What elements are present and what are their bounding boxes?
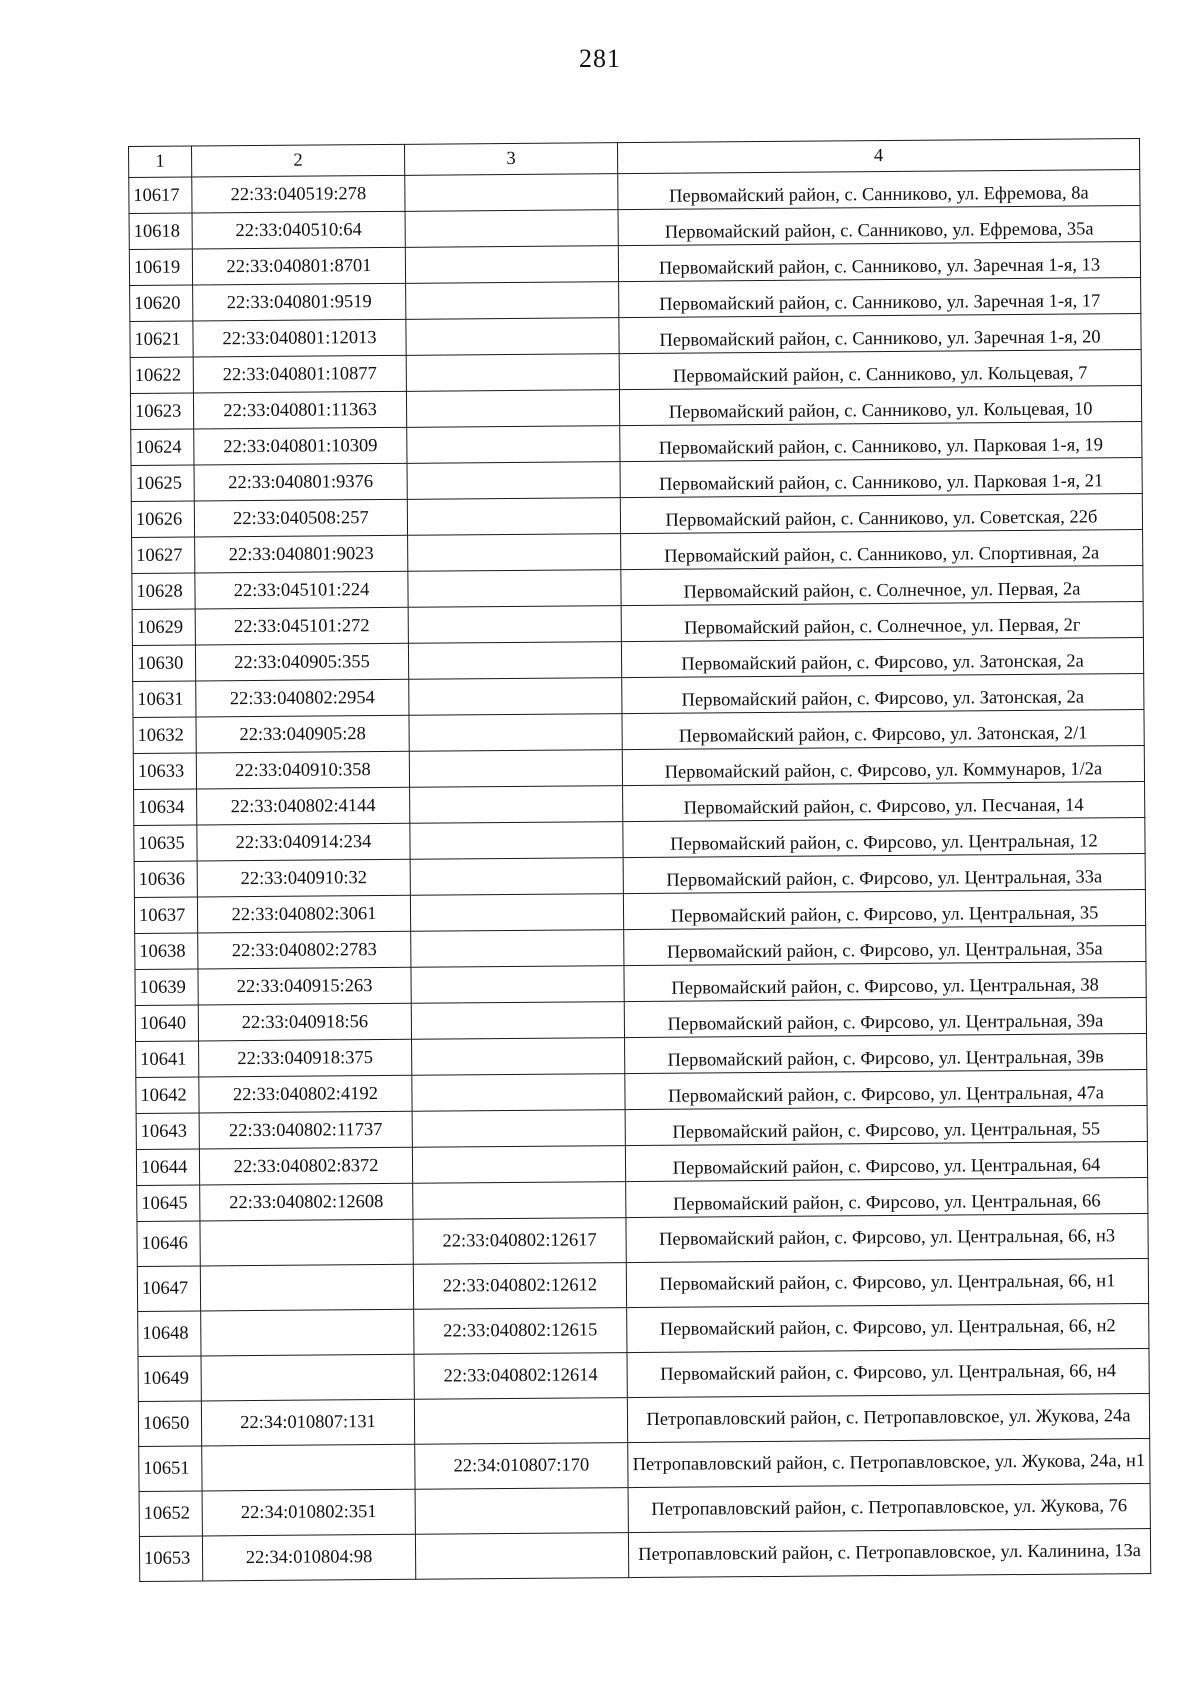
row-number-cell: 10617 — [129, 177, 192, 213]
address-cell: Первомайский район, с. Фирсово, ул. Центральная, 12 — [623, 818, 1145, 858]
cadastral-number-cell: 22:34:010804:98 — [202, 1534, 415, 1581]
row-number-cell: 10637 — [134, 897, 197, 933]
address-cell: Первомайский район, с. Санниково, ул. Кольцевая, 7 — [619, 350, 1141, 390]
row-number-cell: 10640 — [135, 1005, 198, 1041]
table-row — [139, 1529, 1150, 1582]
address-cell: Первомайский район, с. Фирсово, ул. Затонская, 2/1 — [622, 710, 1144, 750]
cadastral-number-cell: 22:33:040519:278 — [192, 175, 405, 213]
address-cell: Первомайский район, с. Фирсово, ул. Центральная, 55 — [625, 1106, 1147, 1146]
cadastral-number-alt-cell — [406, 318, 619, 356]
address-cell: Первомайский район, с. Фирсово, ул. Центральная, 35 — [623, 890, 1145, 930]
address-cell: Первомайский район, с. Солнечное, ул. Первая, 2г — [621, 602, 1143, 642]
cadastral-number-alt-cell: 22:33:040802:12617 — [413, 1218, 626, 1265]
address-cell: Первомайский район, с. Фирсово, ул. Песчаная, 14 — [623, 782, 1145, 822]
cadastral-number-alt-cell — [406, 354, 619, 392]
row-number-cell: 10653 — [139, 1536, 202, 1581]
header-col-3: 3 — [404, 143, 617, 176]
table-row — [137, 1214, 1148, 1267]
address-cell: Первомайский район, с. Солнечное, ул. Первая, 2а — [621, 566, 1143, 606]
cadastral-number-alt-cell — [413, 1182, 626, 1220]
cadastral-number-alt-cell: 22:34:010807:170 — [415, 1443, 628, 1490]
cadastral-number-alt-cell — [408, 570, 621, 608]
table-row — [138, 1304, 1149, 1357]
address-cell: Первомайский район, с. Фирсово, ул. Центральная, 35а — [624, 926, 1146, 966]
cadastral-number-alt-cell — [405, 246, 618, 284]
address-cell: Первомайский район, с. Фирсово, ул. Центральная, 64 — [625, 1142, 1147, 1182]
property-register-table — [128, 138, 1151, 1582]
row-number-cell: 10636 — [134, 861, 197, 897]
cadastral-number-cell: 22:33:040918:375 — [199, 1039, 412, 1077]
address-cell: Первомайский район, с. Санниково, ул. Советская, 22б — [620, 494, 1142, 534]
row-number-cell: 10641 — [136, 1041, 199, 1077]
cadastral-number-cell: 22:34:010807:131 — [201, 1399, 414, 1446]
row-number-cell: 10633 — [133, 753, 196, 789]
cadastral-number-alt-cell — [408, 642, 621, 680]
cadastral-number-alt-cell — [410, 786, 623, 824]
cadastral-number-cell: 22:34:010802:351 — [202, 1489, 415, 1536]
row-number-cell: 10646 — [137, 1221, 200, 1266]
cadastral-number-cell: 22:33:040801:10877 — [193, 355, 406, 393]
row-number-cell: 10621 — [130, 321, 193, 357]
cadastral-number-alt-cell — [406, 282, 619, 320]
cadastral-number-alt-cell — [412, 1038, 625, 1076]
address-cell: Первомайский район, с. Фирсово, ул. Центральная, 66 — [626, 1178, 1148, 1218]
cadastral-number-cell — [200, 1264, 413, 1311]
row-number-cell: 10649 — [138, 1356, 201, 1401]
address-cell: Первомайский район, с. Фирсово, ул. Центральная, 66, н1 — [626, 1259, 1148, 1308]
cadastral-number-alt-cell — [412, 1146, 625, 1184]
address-cell: Первомайский район, с. Санниково, ул. Ефремова, 8а — [618, 170, 1140, 210]
header-col-4: 4 — [617, 139, 1139, 174]
row-number-cell: 10624 — [131, 429, 194, 465]
table-row — [138, 1394, 1149, 1447]
row-number-cell: 10627 — [132, 537, 195, 573]
cadastral-number-cell: 22:33:040918:56 — [198, 1003, 411, 1041]
address-cell: Первомайский район, с. Фирсово, ул. Затонская, 2а — [622, 674, 1144, 714]
address-cell: Первомайский район, с. Санниково, ул. Заречная 1-я, 20 — [619, 314, 1141, 354]
row-number-cell: 10630 — [132, 645, 195, 681]
address-cell: Первомайский район, с. Фирсово, ул. Центральная, 33а — [623, 854, 1145, 894]
cadastral-number-alt-cell — [409, 750, 622, 788]
page-number: 281 — [579, 44, 621, 73]
cadastral-number-alt-cell — [407, 462, 620, 500]
cadastral-number-alt-cell — [407, 498, 620, 536]
row-number-cell: 10620 — [130, 285, 193, 321]
cadastral-number-cell — [202, 1444, 415, 1491]
cadastral-number-cell — [201, 1354, 414, 1401]
row-number-cell: 10635 — [134, 825, 197, 861]
row-number-cell: 10631 — [133, 681, 196, 717]
row-number-cell: 10626 — [131, 501, 194, 537]
address-cell: Первомайский район, с. Фирсово, ул. Коммунаров, 1/2а — [622, 746, 1144, 786]
cadastral-number-cell: 22:33:040910:32 — [197, 859, 410, 897]
cadastral-number-cell: 22:33:040802:12608 — [200, 1183, 413, 1221]
cadastral-number-cell: 22:33:040801:9376 — [194, 463, 407, 501]
cadastral-number-cell: 22:33:040508:257 — [194, 499, 407, 537]
cadastral-number-cell: 22:33:040802:3061 — [197, 895, 410, 933]
cadastral-number-alt-cell — [410, 858, 623, 896]
cadastral-number-alt-cell — [409, 714, 622, 752]
address-cell: Петропавловский район, с. Петропавловское, ул. Жукова, 24а — [627, 1394, 1149, 1443]
cadastral-number-cell: 22:33:040802:11737 — [199, 1111, 412, 1149]
cadastral-number-alt-cell — [406, 390, 619, 428]
row-number-cell: 10619 — [129, 249, 192, 285]
cadastral-number-alt-cell: 22:33:040802:12612 — [413, 1263, 626, 1310]
cadastral-number-alt-cell — [415, 1488, 628, 1535]
cadastral-number-cell: 22:33:040910:358 — [196, 751, 409, 789]
row-number-cell: 10650 — [138, 1401, 201, 1446]
cadastral-number-cell — [200, 1219, 413, 1266]
row-number-cell: 10652 — [139, 1491, 202, 1536]
address-cell: Первомайский район, с. Фирсово, ул. Центральная, 38 — [624, 962, 1146, 1002]
cadastral-number-cell: 22:33:040510:64 — [192, 211, 405, 249]
cadastral-number-alt-cell — [409, 678, 622, 716]
table-row — [139, 1439, 1150, 1492]
row-number-cell: 10628 — [132, 573, 195, 609]
row-number-cell: 10647 — [137, 1266, 200, 1311]
row-number-cell: 10648 — [138, 1311, 201, 1356]
address-cell: Первомайский район, с. Санниково, ул. Кольцевая, 10 — [619, 386, 1141, 426]
cadastral-number-cell: 22:33:040801:10309 — [194, 427, 407, 465]
address-cell: Первомайский район, с. Фирсово, ул. Центральная, 66, н4 — [627, 1349, 1149, 1398]
cadastral-number-alt-cell — [408, 606, 621, 644]
address-cell: Петропавловский район, с. Петропавловское, ул. Жукова, 76 — [628, 1484, 1150, 1533]
address-cell: Первомайский район, с. Фирсово, ул. Центральная, 66, н2 — [627, 1304, 1149, 1353]
row-number-cell: 10629 — [132, 609, 195, 645]
cadastral-number-cell: 22:33:040802:4144 — [197, 787, 410, 825]
row-number-cell: 10644 — [136, 1149, 199, 1185]
cadastral-number-alt-cell — [412, 1074, 625, 1112]
table-row — [138, 1349, 1149, 1402]
row-number-cell: 10632 — [133, 717, 196, 753]
cadastral-number-alt-cell — [411, 930, 624, 968]
header-col-2: 2 — [192, 144, 405, 177]
cadastral-number-alt-cell — [405, 210, 618, 248]
cadastral-number-cell: 22:33:045101:272 — [195, 607, 408, 645]
row-number-cell: 10639 — [135, 969, 198, 1005]
address-cell: Первомайский район, с. Фирсово, ул. Центральная, 39а — [624, 998, 1146, 1038]
cadastral-number-alt-cell — [414, 1398, 627, 1445]
table-row — [137, 1259, 1148, 1312]
row-number-cell: 10642 — [136, 1077, 199, 1113]
address-cell: Первомайский район, с. Санниково, ул. Спортивная, 2а — [621, 530, 1143, 570]
cadastral-number-cell: 22:33:040801:9519 — [193, 283, 406, 321]
cadastral-number-alt-cell — [410, 822, 623, 860]
cadastral-number-alt-cell — [411, 1002, 624, 1040]
cadastral-number-cell: 22:33:040905:355 — [195, 643, 408, 681]
row-number-cell: 10643 — [136, 1113, 199, 1149]
address-cell: Первомайский район, с. Фирсово, ул. Центральная, 39в — [625, 1034, 1147, 1074]
table-body — [129, 170, 1151, 1582]
row-number-cell: 10651 — [139, 1446, 202, 1491]
cadastral-number-alt-cell — [415, 1533, 628, 1580]
address-cell: Первомайский район, с. Фирсово, ул. Центральная, 47а — [625, 1070, 1147, 1110]
row-number-cell: 10634 — [134, 789, 197, 825]
row-number-cell: 10625 — [131, 465, 194, 501]
address-cell: Первомайский район, с. Санниково, ул. Ефремова, 35а — [618, 206, 1140, 246]
cadastral-number-cell: 22:33:040801:11363 — [193, 391, 406, 429]
row-number-cell: 10618 — [129, 213, 192, 249]
header-col-1: 1 — [129, 146, 192, 177]
address-cell: Петропавловский район, с. Петропавловское, ул. Калинина, 13а — [628, 1529, 1150, 1578]
cadastral-number-cell: 22:33:045101:224 — [195, 571, 408, 609]
cadastral-number-cell: 22:33:040802:2783 — [198, 931, 411, 969]
cadastral-number-cell: 22:33:040915:263 — [198, 967, 411, 1005]
cadastral-number-cell: 22:33:040802:2954 — [196, 679, 409, 717]
cadastral-number-alt-cell — [412, 1110, 625, 1148]
address-cell: Первомайский район, с. Санниково, ул. Заречная 1-я, 13 — [618, 242, 1140, 282]
address-cell: Первомайский район, с. Санниково, ул. Парковая 1-я, 21 — [620, 458, 1142, 498]
cadastral-number-cell: 22:33:040801:9023 — [195, 535, 408, 573]
address-cell: Первомайский район, с. Фирсово, ул. Центральная, 66, н3 — [626, 1214, 1148, 1263]
cadastral-number-cell: 22:33:040802:4192 — [199, 1075, 412, 1113]
address-cell: Первомайский район, с. Санниково, ул. Заречная 1-я, 17 — [619, 278, 1141, 318]
cadastral-number-cell — [201, 1309, 414, 1356]
address-cell: Первомайский район, с. Фирсово, ул. Затонская, 2а — [621, 638, 1143, 678]
row-number-cell: 10622 — [130, 357, 193, 393]
cadastral-number-cell: 22:33:040905:28 — [196, 715, 409, 753]
cadastral-number-alt-cell — [407, 426, 620, 464]
cadastral-number-alt-cell — [411, 966, 624, 1004]
cadastral-number-alt-cell — [408, 534, 621, 572]
cadastral-number-alt-cell: 22:33:040802:12615 — [414, 1308, 627, 1355]
table-row — [139, 1484, 1150, 1537]
cadastral-number-cell: 22:33:040914:234 — [197, 823, 410, 861]
cadastral-number-cell: 22:33:040802:8372 — [199, 1147, 412, 1185]
cadastral-number-alt-cell — [410, 894, 623, 932]
address-cell: Первомайский район, с. Санниково, ул. Парковая 1-я, 19 — [620, 422, 1142, 462]
row-number-cell: 10638 — [135, 933, 198, 969]
row-number-cell: 10623 — [130, 393, 193, 429]
cadastral-number-cell: 22:33:040801:12013 — [193, 319, 406, 357]
row-number-cell: 10645 — [137, 1185, 200, 1221]
cadastral-number-alt-cell: 22:33:040802:12614 — [414, 1353, 627, 1400]
cadastral-number-alt-cell — [405, 174, 618, 212]
address-cell: Петропавловский район, с. Петропавловское, ул. Жукова, 24а, н1 — [628, 1439, 1150, 1488]
cadastral-number-cell: 22:33:040801:8701 — [192, 247, 405, 285]
